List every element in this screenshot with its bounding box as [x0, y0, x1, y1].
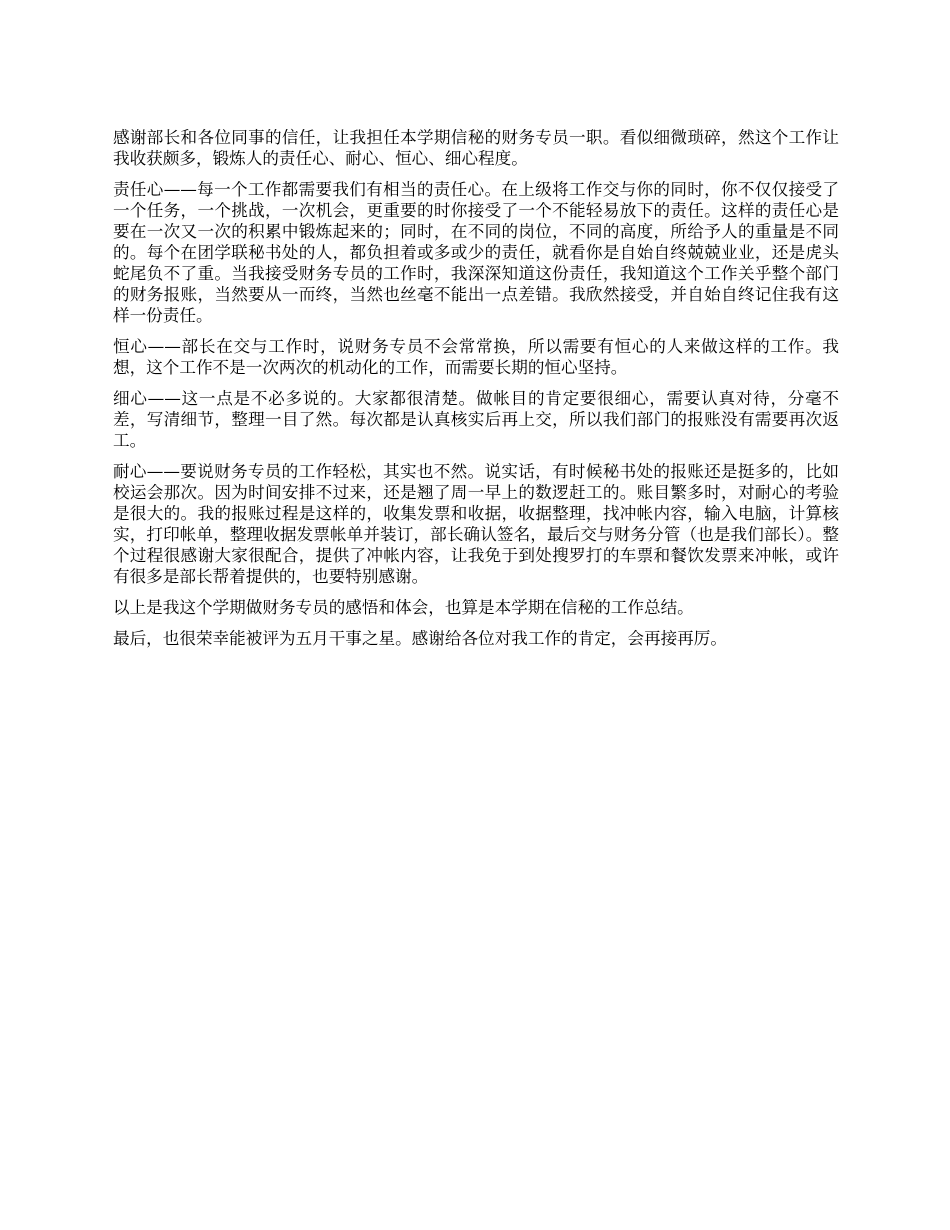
paragraph-responsibility: 责任心——每一个工作都需要我们有相当的责任心。在上级将工作交与你的同时，你不仅仅接受了一个任务，一个挑战，一次机会，更重要的时你接受了一个不能轻易放下的责任。这样的责任心是要在一次又一次的积累中锻炼起来的；同时，在不同的岗位，不同的高度，所给予人的重量是不同的。每个在团学联秘书处的人，都负担着或多或少的责任，就看你是自始自终兢兢业业，还是虎头蛇尾负不了重。当我接受财务专员的工作时，我深深知道这份责任，我知道这个工作关乎整个部门的财务报账，当然要从一而终，当然也丝毫不能出一点差错。我欣然接受，并自始自终记住我有这样一份责任。: [113, 180, 839, 325]
paragraph-summary: 以上是我这个学期做财务专员的感悟和体会，也算是本学期在信秘的工作总结。: [113, 598, 694, 617]
paragraph-patience: 耐心——要说财务专员的工作轻松，其实也不然。说实话，有时候秘书处的报账还是挺多的，比如校运会那次。因为时间安排不过来，还是翘了周一早上的数逻赶工的。账目繁多时，对耐心的考验是很大的。我的报账过程是这样的，收集发票和收据，收据整理，找冲帐内容，输入电脑，计算核实，打印帐单，整理收据发票帐单并装订，部长确认签名，最后交与财务分管（也是我们部长）。整个过程很感谢大家很配合，提供了冲帐内容，让我免于到处搜罗打的车票和餐饮发票来冲帐，或许有很多是部长帮着提供的，也要特别感谢。: [113, 462, 839, 586]
document-body: [113, 127, 839, 659]
paragraph-carefulness: 细心——这一点是不必多说的。大家都很清楚。做帐目的肯定要很细心，需要认真对待，分毫不差，写清细节，整理一目了然。每次都是认真核实后再上交，所以我们部门的报账没有需要再次返工。: [113, 389, 839, 450]
paragraph-perseverance: 恒心——部长在交与工作时，说财务专员不会常常换，所以需要有恒心的人来做这样的工作。我想，这个工作不是一次两次的机动化的工作，而需要长期的恒心坚持。: [113, 337, 839, 377]
paragraph-intro: 感谢部长和各位同事的信任，让我担任本学期信秘的财务专员一职。看似细微琐碎，然这个工作让我收获颇多，锻炼人的责任心、耐心、恒心、细心程度。: [113, 128, 839, 168]
paragraph-closing: 最后，也很荣幸能被评为五月干事之星。感谢给各位对我工作的肯定，会再接再厉。: [113, 629, 727, 648]
